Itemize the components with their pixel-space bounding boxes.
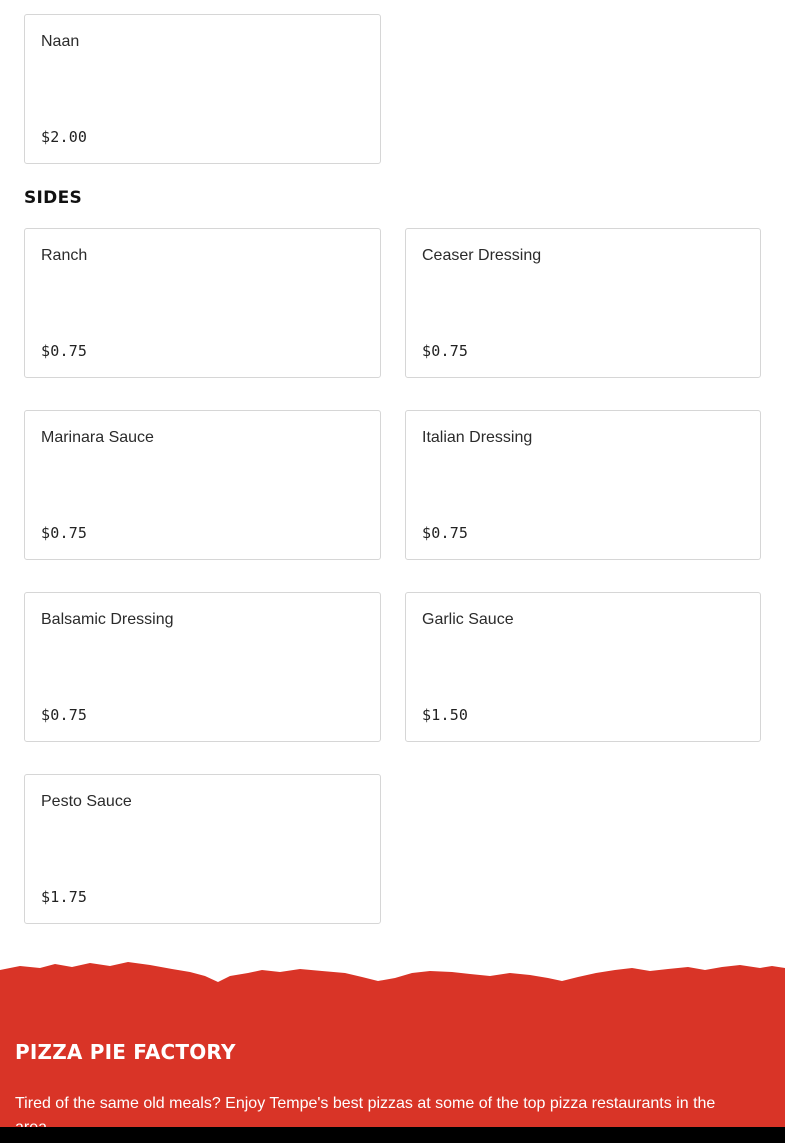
footer-description: Tired of the same old meals? Enjoy Tempe's best pizzas at some of the top pizza restaurants in the bbox=[15, 1095, 716, 1112]
menu-item-card[interactable] bbox=[405, 228, 761, 378]
footer-brand-title: PIZZA PIE FACTORY bbox=[15, 1040, 236, 1064]
menu-item-card[interactable] bbox=[24, 14, 381, 164]
section-title-sides: SIDES bbox=[24, 188, 83, 208]
menu-item-name: Pesto Sauce bbox=[41, 793, 132, 810]
menu-item-card[interactable] bbox=[24, 410, 381, 560]
menu-item-card[interactable] bbox=[405, 592, 761, 742]
menu-item-card[interactable] bbox=[405, 410, 761, 560]
menu-item-price: $1.75 bbox=[41, 888, 88, 906]
bottom-bar bbox=[0, 1127, 785, 1143]
menu-item-name: Italian Dressing bbox=[422, 429, 533, 446]
menu-item-name: Naan bbox=[41, 33, 80, 50]
menu-item-name: Garlic Sauce bbox=[422, 611, 514, 628]
menu-item-price: $1.50 bbox=[422, 706, 469, 724]
menu-item-price: $2.00 bbox=[41, 128, 88, 146]
menu-item-name: Ranch bbox=[41, 247, 88, 264]
menu-item-price: $0.75 bbox=[422, 524, 469, 542]
menu-item-name: Ceaser Dressing bbox=[422, 247, 542, 264]
menu-item-price: $0.75 bbox=[41, 524, 88, 542]
menu-item-price: $0.75 bbox=[41, 706, 88, 724]
menu-item-price: $0.75 bbox=[41, 342, 88, 360]
menu-item-name: Marinara Sauce bbox=[41, 429, 154, 446]
site-footer bbox=[0, 960, 785, 1143]
menu-item-price: $0.75 bbox=[422, 342, 469, 360]
menu-item-name: Balsamic Dressing bbox=[41, 611, 174, 628]
menu-item-card[interactable] bbox=[24, 774, 381, 924]
menu-item-card[interactable] bbox=[24, 228, 381, 378]
menu-item-card[interactable] bbox=[24, 592, 381, 742]
